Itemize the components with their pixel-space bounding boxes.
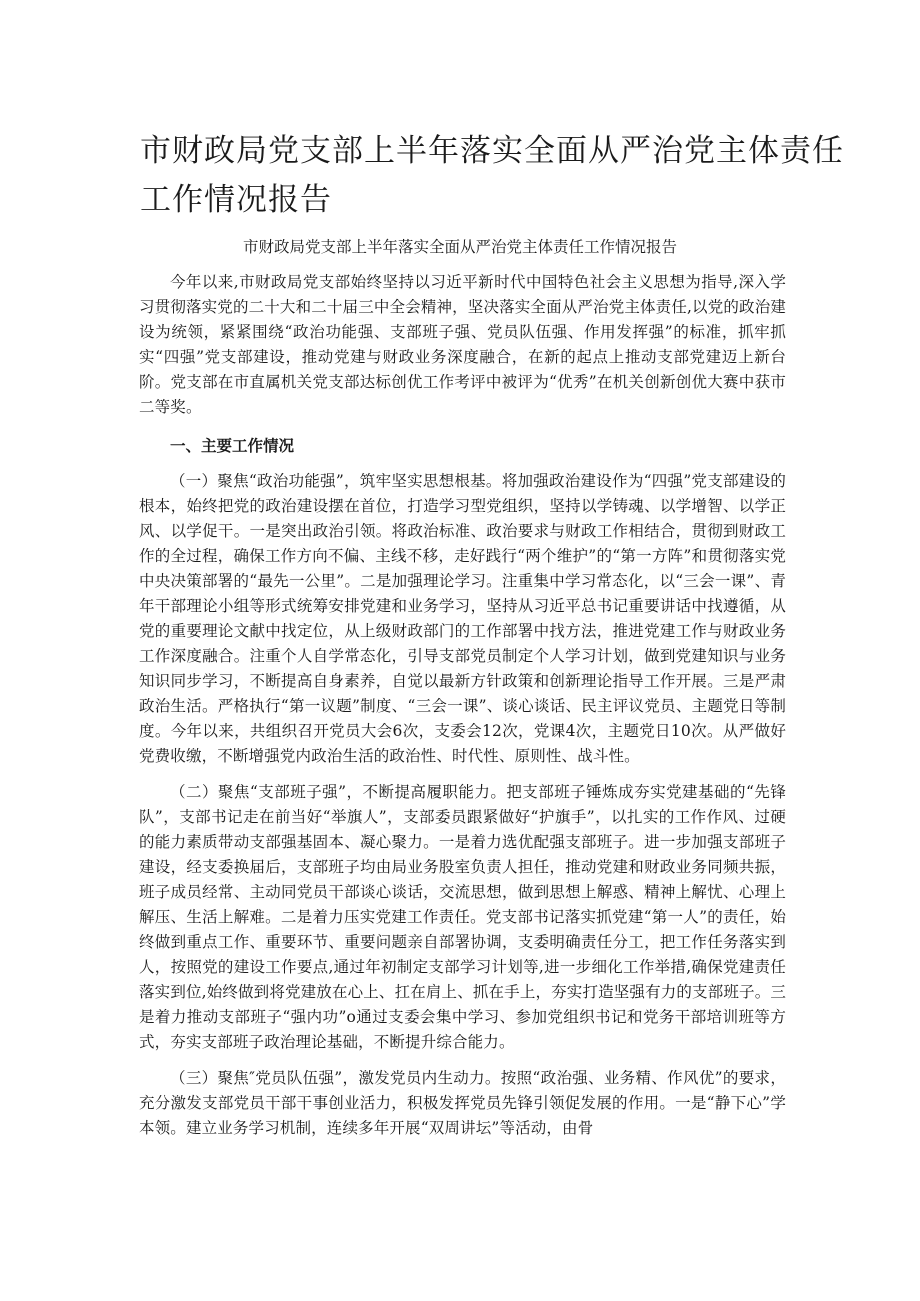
intro-paragraph: 今年以来,市财政局党支部始终坚持以习近平新时代中国特色社会主义思想为指导,深入学习贯彻落实党的二十大和二十届三中全会精神，坚决落实全面从严治党主体责任,以党的政治建设为统领，紧紧围绕“政治功能强、支部班子强、党员队伍强、作用发挥强”的标准，抓牢抓实“四强”党支部建设，推动党建与财政业务深度融合，在新的起点上推动支部党建迈上新台阶。党支部在市直属机关党支部达标创优工作考评中被评为“优秀”在机关创新创优大赛中获市二等奖。	[139, 273, 786, 416]
document-body	[139, 270, 786, 1141]
paragraph-branch-team: （二）聚焦“支部班子强”，不断提高履职能力。把支部班子锤炼成夯实党建基础的“先锋队”，支部书记走在前当好“举旗人”，支部委员跟紧做好“护旗手”，以扎实的工作作风、过硬的能力素质带动支部强基固本、凝心聚力。一是着力选优配强支部班子。进一步加强支部班子建设，经支委换届后，支部班子均由局业务股室负责人担任，推动党建和财政业务同频共振，班子成员经常、主动同党员干部谈心谈话，交流思想，做到思想上解惑、精神上解忧、心理上解压、生活上解难。二是着力压实党建工作责任。党支部书记落实抓党建“第一人”的责任，始终做到重点工作、重要环节、重要问题亲自部署协调，支委明确责任分工，把工作任务落实到人，按照党的建设工作要点,通过年初制定支部学习计划等,进一步细化工作举措,确保党建责任落实到位,始终做到将党建放在心上、扛在肩上、抓在手上，夯实打造坚强有力的支部班子。三是着力推动支部班子“强内功”o通过支委会集中学习、参加党组织书记和党务干部培训班等方式，夯实支部班子政治理论基础，不断提升综合能力。	[139, 783, 786, 1051]
document-subtitle: 市财政局党支部上半年落实全面从严治党主体责任工作情况报告	[242, 238, 677, 256]
paragraph-political-function: （一）聚焦“政治功能强”，筑牢坚实思想根基。将加强政治建设作为“四强”党支部建设的根本，始终把党的政治建设摆在首位，打造学习型党组织，坚持以学铸魂、以学增智、以学正风、以学促干。一是突出政治引领。将政治标准、政治要求与财政工作相结合，贯彻到财政工作的全过程，确保工作方向不偏、主线不移，走好践行“两个维护”的“第一方阵”和贯彻落实党中央决策部署的“最先一公里”。二是加强理论学习。注重集中学习常态化，以“三会一课”、青年干部理论小组等形式统筹安排党建和业务学习，坚持从习近平总书记重要讲话中找遵循，从党的重要理论文献中找定位，从上级财政部门的工作部署中找方法，推进党建工作与财政业务工作深度融合。注重个人自学常态化，引导支部党员制定个人学习计划，做到党建知识与业务知识同步学习，不断提高自身素养，自觉以最新方针政策和创新理论指导工作开展。三是严肃政治生活。严格执行“第一议题”制度、“三会一课”、谈心谈话、民主评议党员、主题党日等制度。今年以来，共组织召开党员大会6次，支委会12次，党课4次，主题党日10次。从严做好党费收缴，不断增强党内政治生活的政治性、时代性、原则性、战斗性。	[139, 472, 786, 765]
document-title-line-2: 工作情况报告	[140, 182, 332, 218]
section-heading-main-work: 一、主要工作情况	[170, 437, 295, 455]
paragraph-party-members: （三）聚焦″党员队伍强”，激发党员内生动力。按照“政治强、业务精、作风优”的要求，充分激发支部党员干部干事创业活力，积极发挥党员先锋引领促发展的作用。一是“静下心”学本领。建立业务学习机制，连续多年开展“双周讲坛”等活动，由骨	[139, 1069, 786, 1137]
document-title-line-1: 市财政局党支部上半年落实全面从严治党主体责任	[140, 133, 844, 169]
